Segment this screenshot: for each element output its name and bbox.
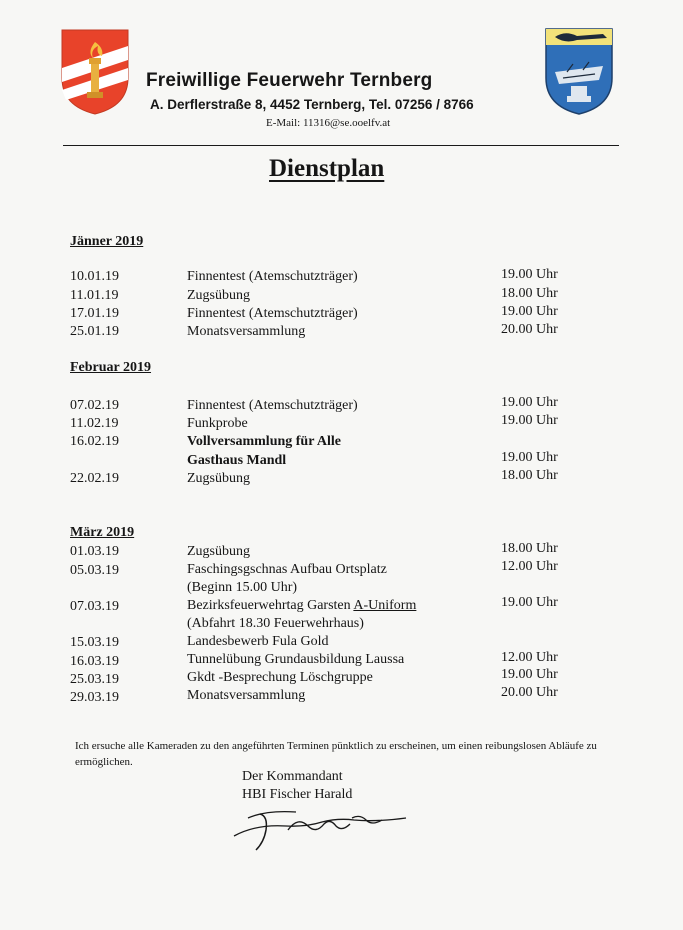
entry-date: 25.03.19 xyxy=(70,672,119,687)
entry-event: Tunnelübung Grundausbildung Laussa xyxy=(187,652,405,667)
entry-event-detail: (Beginn 15.00 Uhr) xyxy=(187,580,298,595)
entry-event: Finnentest (Atemschutzträger) xyxy=(187,306,358,321)
entry-time: 19.00 Uhr xyxy=(501,667,558,682)
entry-time: 18.00 Uhr xyxy=(501,541,558,556)
entry-event-emphasis: A-Uniform xyxy=(353,598,417,613)
fire-brigade-crest-icon xyxy=(60,28,130,116)
entry-time: 19.00 Uhr xyxy=(501,395,558,410)
entry-date: 22.02.19 xyxy=(70,471,119,486)
handwritten-signature-icon xyxy=(226,796,416,856)
entry-time: 19.00 Uhr xyxy=(501,595,558,610)
entry-time: 12.00 Uhr xyxy=(501,650,558,665)
entry-time: 19.00 Uhr xyxy=(501,304,558,319)
entry-date: 16.02.19 xyxy=(70,434,119,449)
entry-date: 17.01.19 xyxy=(70,306,119,321)
header-divider xyxy=(63,145,619,146)
document-title: Dienstplan xyxy=(269,155,385,182)
entry-event: Zugsübung xyxy=(187,544,250,559)
entry-time: 19.00 Uhr xyxy=(501,267,558,282)
signoff-role: Der Kommandant xyxy=(242,769,343,784)
entry-date: 07.02.19 xyxy=(70,398,119,413)
entry-event: Zugsübung xyxy=(187,288,250,303)
entry-date: 10.01.19 xyxy=(70,269,119,284)
entry-time: 12.00 Uhr xyxy=(501,559,558,574)
entry-event: Finnentest (Atemschutzträger) xyxy=(187,269,358,284)
entry-time: 20.00 Uhr xyxy=(501,685,558,700)
entry-date: 16.03.19 xyxy=(70,654,119,669)
entry-event-detail: (Abfahrt 18.30 Feuerwehrhaus) xyxy=(187,616,364,631)
entry-event: Funkprobe xyxy=(187,416,248,431)
entry-event: Monatsversammlung xyxy=(187,688,306,703)
entry-date: 15.03.19 xyxy=(70,635,119,650)
entry-event: Faschingsgschnas Aufbau Ortsplatz xyxy=(187,562,387,577)
entry-event: Monatsversammlung xyxy=(187,324,306,339)
entry-time: 18.00 Uhr xyxy=(501,468,558,483)
entry-date: 05.03.19 xyxy=(70,563,119,578)
entry-event: Landesbewerb Fula Gold xyxy=(187,634,329,649)
entry-time: 19.00 Uhr xyxy=(501,450,558,465)
entry-event: Finnentest (Atemschutzträger) xyxy=(187,398,358,413)
signoff-name: HBI Fischer Harald xyxy=(242,787,353,802)
organization-name: Freiwillige Feuerwehr Ternberg xyxy=(146,70,433,91)
month-heading-january: Jänner 2019 xyxy=(70,234,144,249)
entry-time: 20.00 Uhr xyxy=(501,322,558,337)
entry-time: 19.00 Uhr xyxy=(501,413,558,428)
entry-date: 11.02.19 xyxy=(70,416,119,431)
entry-event: Zugsübung xyxy=(187,471,250,486)
month-heading-february: Februar 2019 xyxy=(70,360,152,375)
entry-event-text: Bezirksfeuerwehrtag Garsten xyxy=(187,598,354,613)
entry-date: 29.03.19 xyxy=(70,690,119,705)
entry-event xyxy=(187,597,416,614)
entry-date: 25.01.19 xyxy=(70,324,119,339)
entry-time: 18.00 Uhr xyxy=(501,286,558,301)
entry-event-detail: Gasthaus Mandl xyxy=(187,453,287,468)
municipal-coat-of-arms-icon xyxy=(543,26,615,116)
organization-address: A. Derflerstraße 8, 4452 Ternberg, Tel. 07256 / 8766 xyxy=(150,97,474,112)
entry-date: 07.03.19 xyxy=(70,599,119,614)
month-heading-march: März 2019 xyxy=(70,525,135,540)
closing-note: Ich ersuche alle Kameraden zu den angeführten Terminen pünktlich zu erscheinen, um einen reibungslosen Abläufe zu ermöglichen. xyxy=(75,740,597,768)
entry-event: Vollversammlung für Alle xyxy=(187,434,342,449)
organization-email: E-Mail: 11316@se.ooelfv.at xyxy=(266,117,391,129)
entry-date: 01.03.19 xyxy=(70,544,119,559)
entry-date: 11.01.19 xyxy=(70,288,119,303)
entry-event: Gkdt -Besprechung Löschgruppe xyxy=(187,670,373,685)
